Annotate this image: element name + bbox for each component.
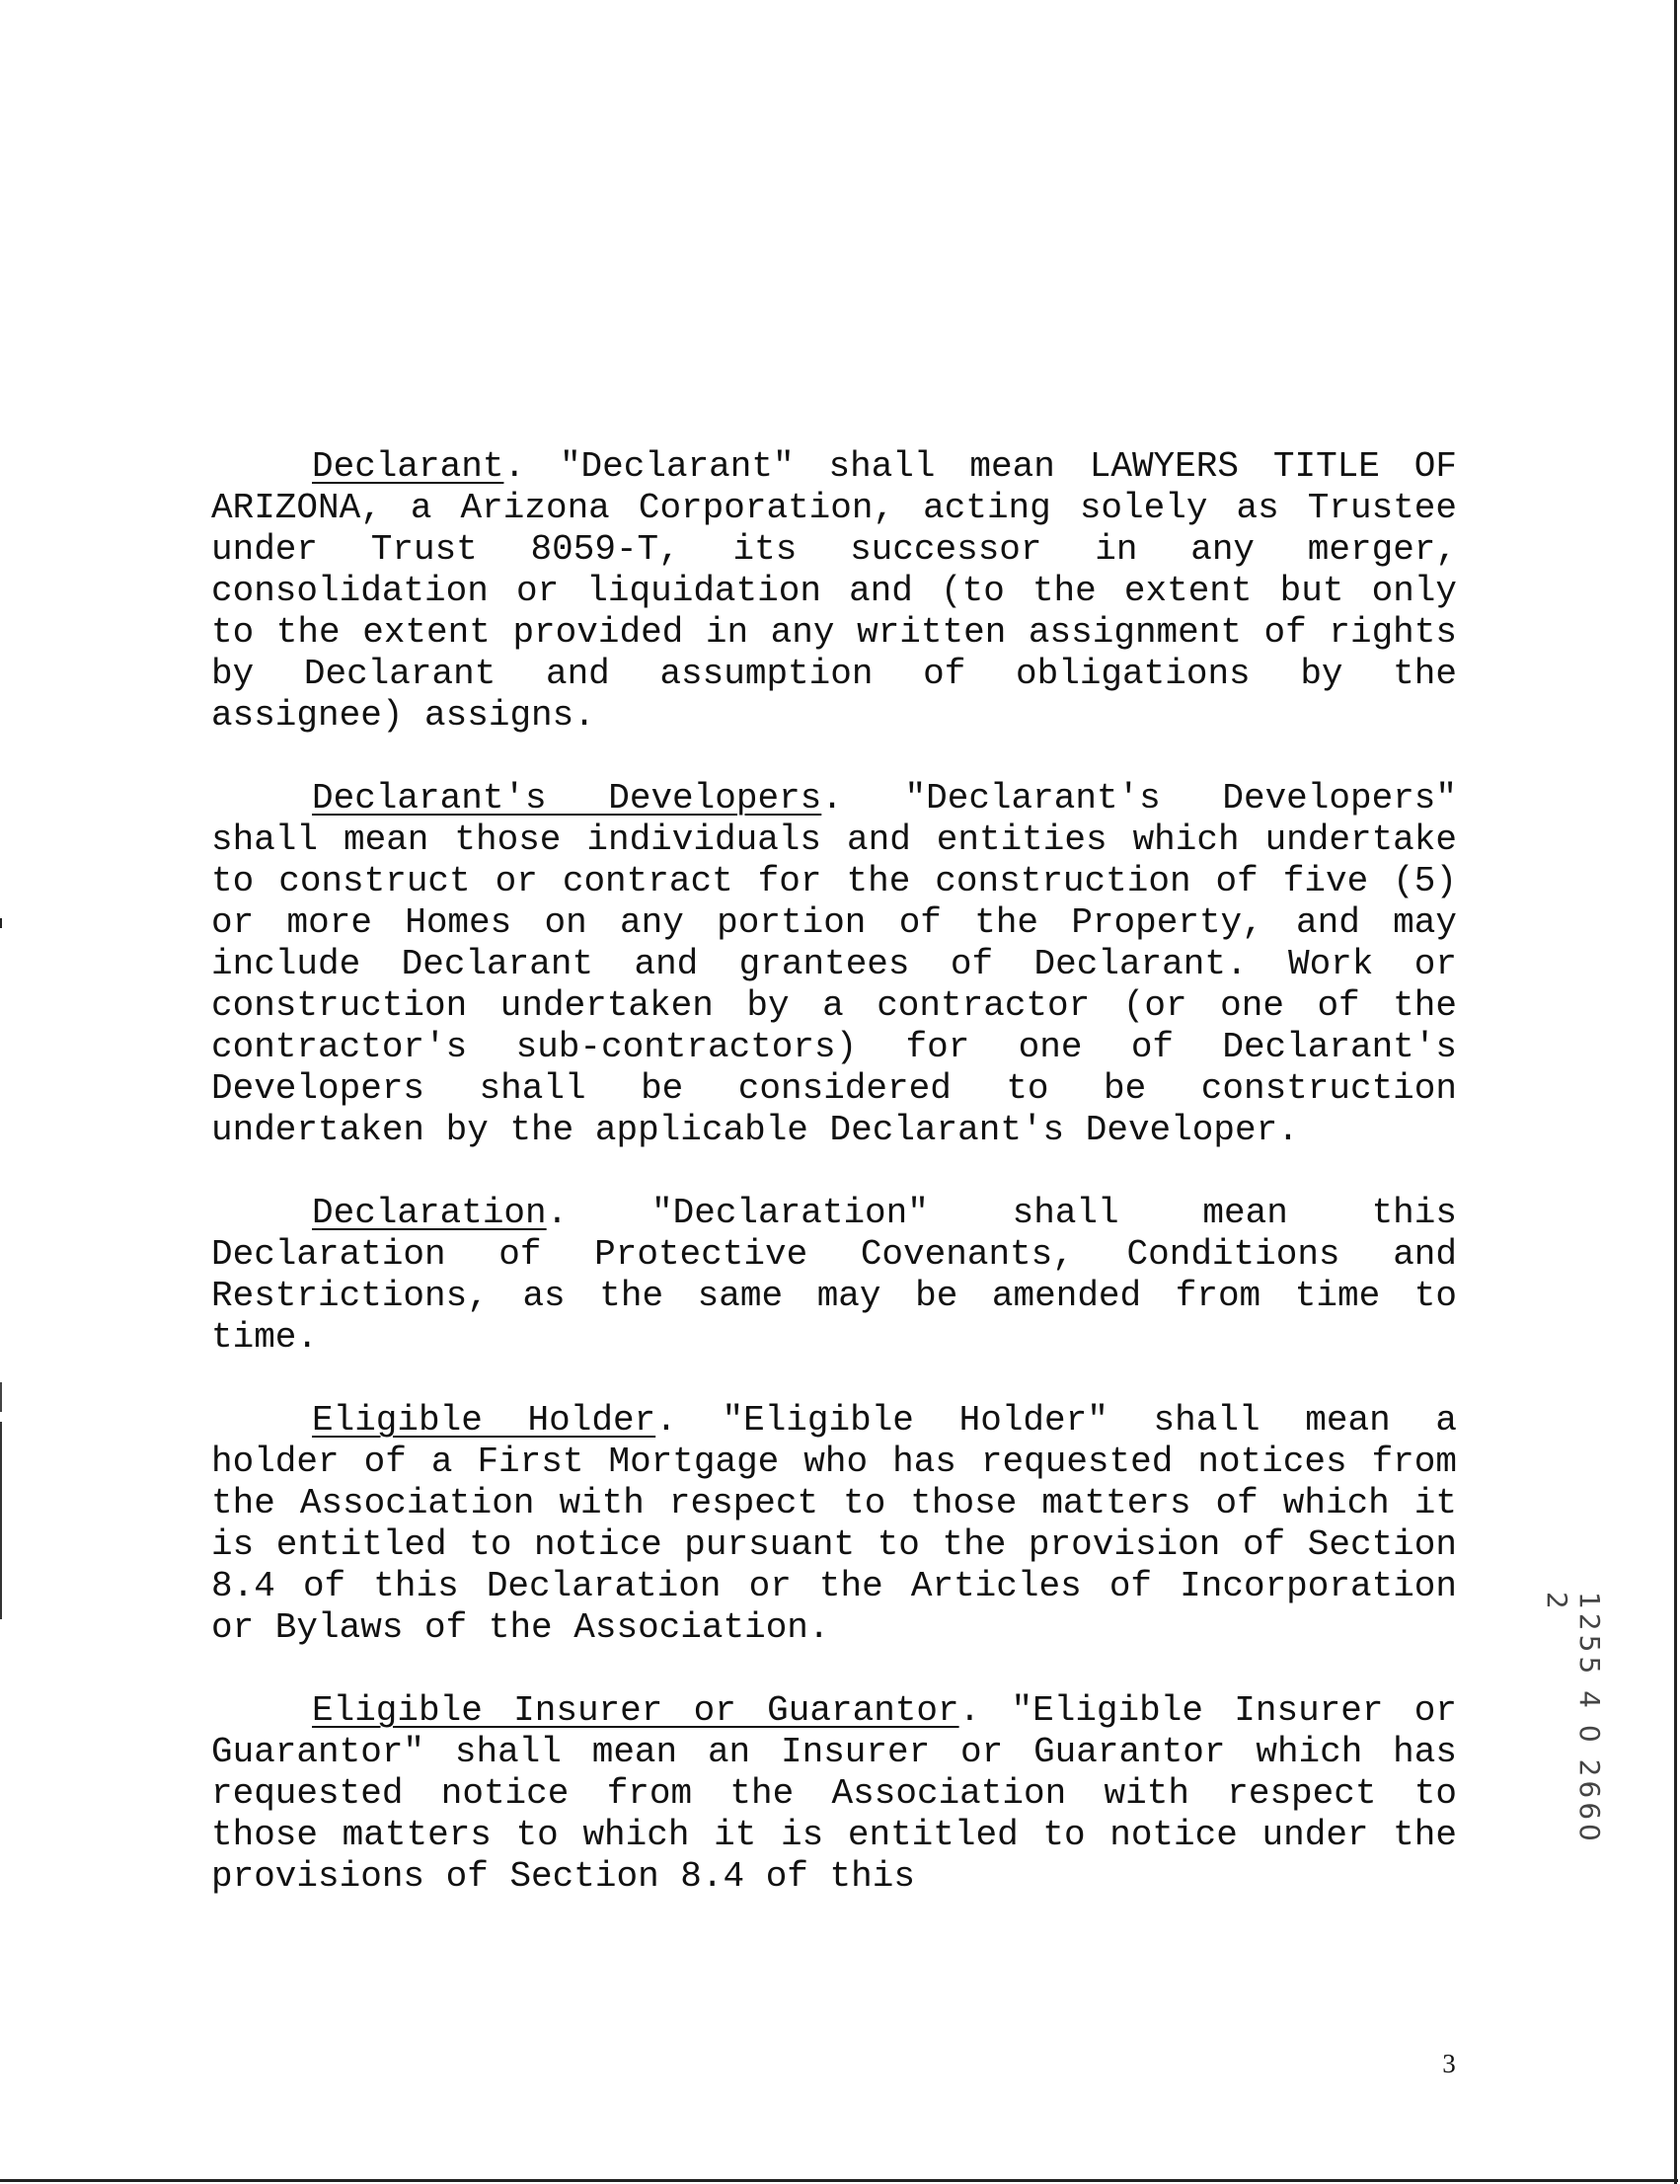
- definition-text: . "Eligible Holder" shall mean a holder of a First Mortgage who has requested notices from the Association with respect to those matters of which it is entitled to notice pursuant to the provision of Section 8.4 of this Declaration or the Articles of Incorporation or Bylaws of the Association.: [211, 1400, 1458, 1648]
- scan-edge-right: [1674, 0, 1677, 2184]
- page-number: 3: [1442, 2049, 1456, 2078]
- defined-term: Declarant's Developers: [312, 778, 822, 819]
- defined-term: Eligible Insurer or Guarantor: [312, 1690, 959, 1731]
- definition-paragraph: [211, 446, 1457, 737]
- document-body: [211, 446, 1457, 1939]
- scan-mark: [0, 1422, 2, 1619]
- definition-text: . "Eligible Insurer or Guarantor" shall mean an Insurer or Guarantor which has requested notice from the Association with respect to those matters to which it is entitled to notice under the provisions of Section 8.4 of this: [211, 1690, 1457, 1897]
- definition-text: . "Declarant" shall mean LAWYERS TITLE OF ARIZONA, a Arizona Corporation, acting solely as Trustee under Trust 8059-T, its successor in any merger, consolidation or liquidation and (to the extent but only to the extent provided in any written assignment of rights by Declarant and assumption of obligations by the assignee) assigns.: [211, 446, 1457, 736]
- scan-mark: [0, 918, 2, 928]
- defined-term: Eligible Holder: [312, 1400, 656, 1441]
- scan-edge-bottom: [0, 2179, 1678, 2182]
- definition-text: . "Declaration" shall mean this Declaration of Protective Covenants, Conditions and Restrictions, as the same may be amended from time to time.: [211, 1193, 1457, 1358]
- definition-text: . "Declarant's Developers" shall mean those individuals and entities which undertake to construct or contract for the construction of five (5) or more Homes on any portion of the Property, and may include Declarant and grantees of Declarant. Work or construction undertaken by a contractor (or one of the contractor's sub-contractors) for one of Declarant's Developers shall be considered to be construction undertaken by the applicable Declarant's Developer.: [211, 778, 1457, 1150]
- definition-paragraph: [211, 778, 1457, 1151]
- definition-paragraph: [211, 1690, 1457, 1898]
- defined-term: Declaration: [312, 1193, 547, 1233]
- document-number: 1255 4 0 2660 2: [1541, 1592, 1606, 1845]
- definition-paragraph: [211, 1400, 1457, 1649]
- defined-term: Declarant: [312, 446, 504, 487]
- scan-mark: [0, 1382, 2, 1412]
- definition-paragraph: [211, 1193, 1457, 1359]
